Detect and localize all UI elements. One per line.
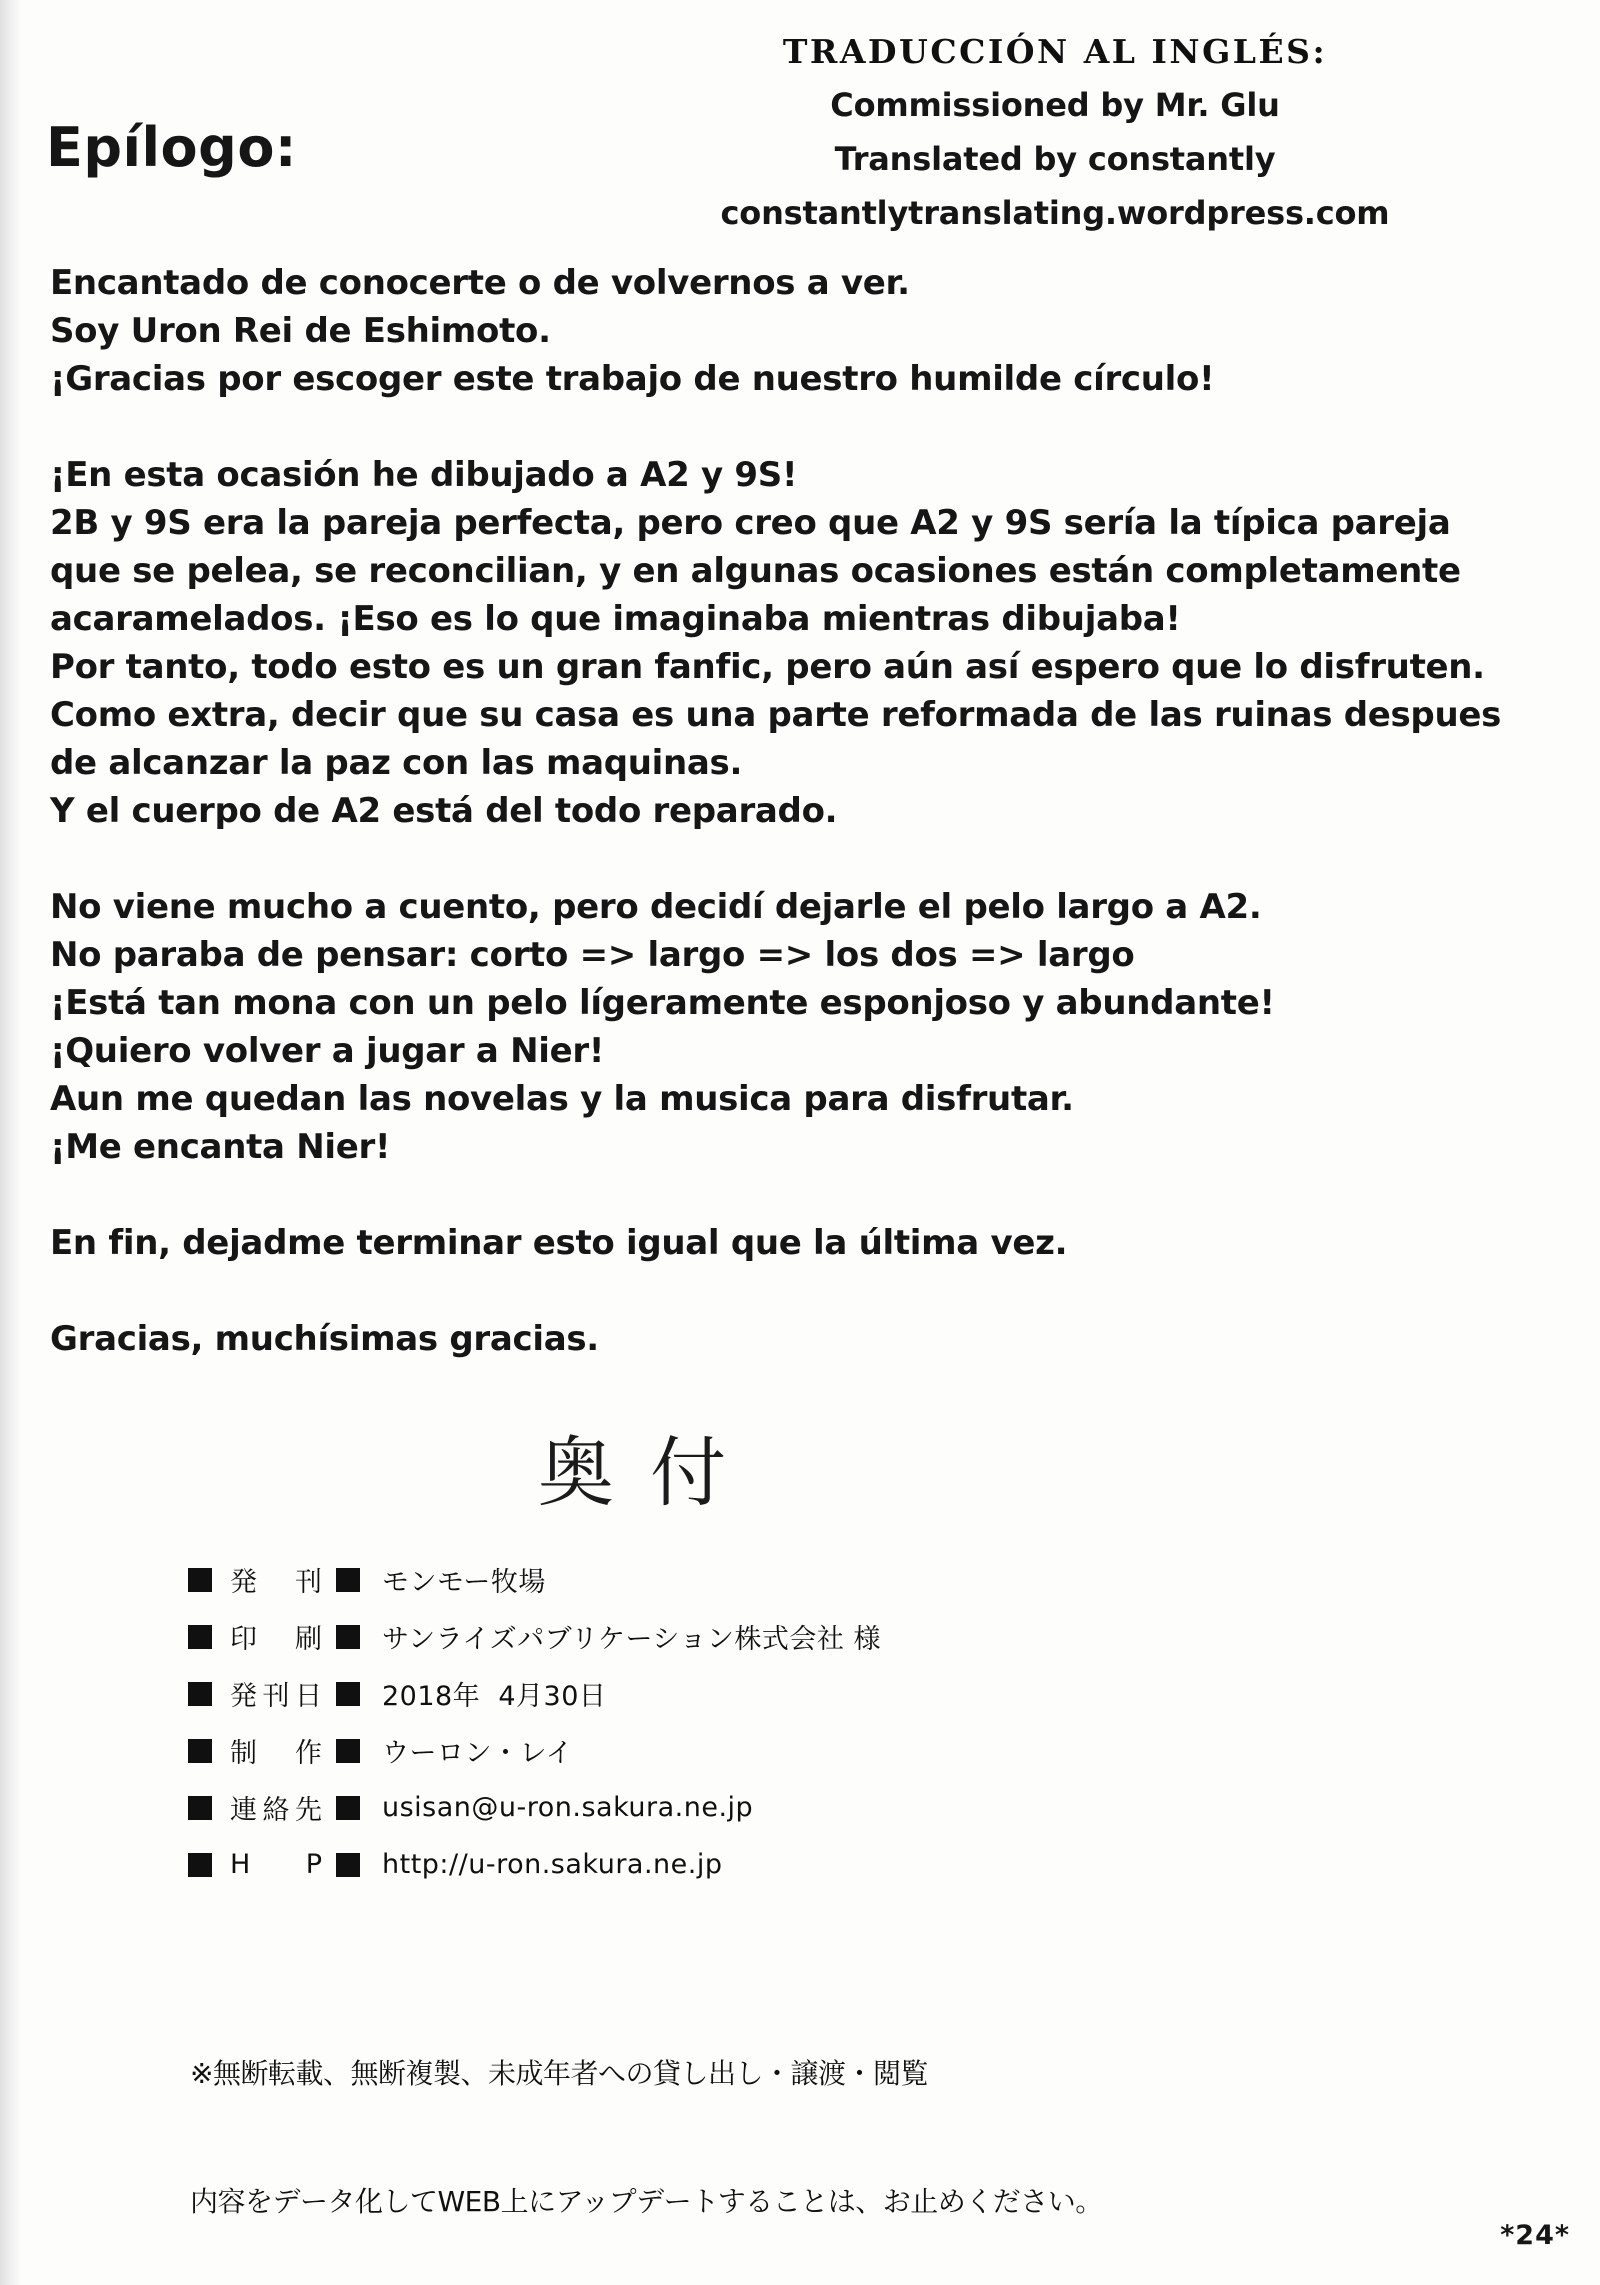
colophon-row <box>188 1722 881 1779</box>
translation-credit-line: constantlytranslating.wordpress.com <box>720 194 1390 232</box>
colophon-row-value: サンライズパブリケーション株式会社 様 <box>382 1624 881 1655</box>
colophon-row <box>188 1836 881 1893</box>
epilogue-text-line: Como extra, decir que su casa es una parte reformada de las ruinas despues <box>50 695 1502 735</box>
colophon-row-label: 印刷 <box>230 1624 322 1655</box>
epilogue-text-line: En fin, dejadme terminar esto igual que la última vez. <box>50 1223 1068 1263</box>
epilogue-text-line: ¡Quiero volver a jugar a Nier! <box>50 1031 605 1071</box>
epilogue-text-line: No viene mucho a cuento, pero decidí dejarle el pelo largo a A2. <box>50 887 1262 927</box>
epilogue-body-text <box>50 263 1510 1367</box>
epilogue-text-line: ¡Me encanta Nier! <box>50 1127 391 1167</box>
square-marker-icon <box>188 1682 212 1706</box>
translation-credit-line: Commissioned by Mr. Glu <box>830 86 1280 124</box>
colophon-row-label: H P <box>230 1849 322 1880</box>
square-marker-icon <box>188 1568 212 1592</box>
colophon-row-value: usisan@u-ron.sakura.ne.jp <box>382 1792 754 1823</box>
epilogue-text-line <box>50 1175 1510 1223</box>
square-marker-icon <box>336 1682 360 1706</box>
epilogue-text-line: Por tanto, todo esto es un gran fanfic, pero aún así espero que lo disfruten. <box>50 647 1485 687</box>
colophon-disclaimer-line: 内容をデータ化してWEB上にアップデートすることは、お止めください。 <box>190 2185 1103 2218</box>
epilogue-text-line: Aun me quedan las novelas y la musica para disfrutar. <box>50 1079 1074 1119</box>
page-number: *24* <box>1500 2220 1570 2251</box>
epilogue-text-line: 2B y 9S era la pareja perfecta, pero creo que A2 y 9S sería la típica pareja <box>50 503 1451 543</box>
square-marker-icon <box>336 1625 360 1649</box>
epilogue-heading: Epílogo: <box>46 116 298 179</box>
epilogue-text-line: ¡Gracias por escoger este trabajo de nuestro humilde círculo! <box>50 359 1215 399</box>
square-marker-icon <box>336 1568 360 1592</box>
translation-credit-line: Translated by constantly <box>834 140 1276 178</box>
epilogue-text-line: acaramelados. ¡Eso es lo que imaginaba mientras dibujaba! <box>50 599 1181 639</box>
colophon-row-value: ウーロン・レイ <box>382 1738 574 1769</box>
colophon-row-value: モンモー牧場 <box>382 1567 546 1598</box>
epilogue-text-line: Encantado de conocerte o de volvernos a ver. <box>50 263 910 303</box>
colophon-row-label: 発刊日 <box>230 1681 322 1712</box>
colophon-title: 奥 付 <box>537 1428 733 1517</box>
epilogue-text-line: Y el cuerpo de A2 está del todo reparado. <box>50 791 838 831</box>
translation-credit-title: TRADUCCIÓN AL INGLÉS: <box>782 32 1328 71</box>
square-marker-icon <box>336 1853 360 1877</box>
epilogue-text-line: Gracias, muchísimas gracias. <box>50 1319 599 1359</box>
colophon-row-label: 発刊 <box>230 1567 322 1598</box>
colophon-row <box>188 1608 881 1665</box>
epilogue-text-line: que se pelea, se reconcilian, y en algunas ocasiones están completamente <box>50 551 1461 591</box>
colophon-row-label: 制作 <box>230 1738 322 1769</box>
epilogue-text-line <box>50 839 1510 887</box>
colophon-row <box>188 1779 881 1836</box>
square-marker-icon <box>188 1739 212 1763</box>
colophon-rows <box>188 1551 881 1893</box>
square-marker-icon <box>336 1739 360 1763</box>
epilogue-text-line: ¡En esta ocasión he dibujado a A2 y 9S! <box>50 455 798 495</box>
colophon-disclaimer <box>190 1930 1103 2282</box>
epilogue-text-line: Soy Uron Rei de Eshimoto. <box>50 311 551 351</box>
square-marker-icon <box>188 1853 212 1877</box>
colophon-row-label: 連絡先 <box>230 1795 322 1826</box>
translation-credit-block <box>690 26 1420 240</box>
square-marker-icon <box>188 1796 212 1820</box>
colophon-disclaimer-line: ※無断転載、無断複製、未成年者への貸し出し・譲渡・閲覧 <box>190 2057 928 2090</box>
scan-edge-shadow <box>0 0 22 2285</box>
epilogue-text-line: No paraba de pensar: corto => largo => los dos => largo <box>50 935 1135 975</box>
epilogue-text-line <box>50 407 1510 455</box>
colophon-row-value: http://u-ron.sakura.ne.jp <box>382 1849 723 1880</box>
colophon-row <box>188 1665 881 1722</box>
colophon-row-value: 2018年 4月30日 <box>382 1681 607 1712</box>
translation-credit-lines <box>690 78 1420 240</box>
epilogue-text-line: de alcanzar la paz con las maquinas. <box>50 743 743 783</box>
square-marker-icon <box>188 1625 212 1649</box>
colophon-row <box>188 1551 881 1608</box>
epilogue-text-line: ¡Está tan mona con un pelo lígeramente esponjoso y abundante! <box>50 983 1275 1023</box>
square-marker-icon <box>336 1796 360 1820</box>
epilogue-text-line <box>50 1271 1510 1319</box>
